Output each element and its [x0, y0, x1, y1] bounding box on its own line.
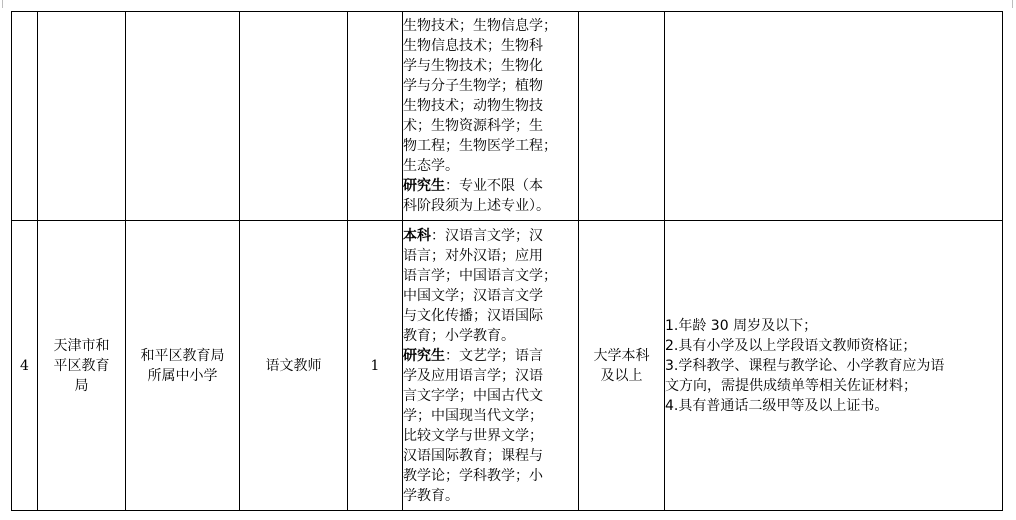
- cell-requirements: [665, 221, 1003, 511]
- recruitment-table: [11, 11, 1003, 511]
- requirement-item: 3.学科教学、课程与教学论、小学教育应为语: [665, 357, 945, 374]
- major-line: 学及应用语言学；汉语: [403, 367, 543, 384]
- cell-count: 1: [348, 221, 403, 511]
- unit-line: 所属中小学: [147, 367, 218, 384]
- cell-education: [579, 221, 665, 511]
- cell-unit: [126, 221, 240, 511]
- major-line: 教育；小学教育。: [403, 327, 515, 344]
- undergrad-text: ：汉语言文学；汉: [431, 227, 543, 244]
- major-line: 语言；对外汉语；应用: [403, 247, 543, 264]
- department-line: 局: [74, 377, 89, 394]
- cell-position-prev: [240, 12, 348, 221]
- major-line: 言文字学；中国古代文: [403, 387, 543, 404]
- table-row-previous: [12, 12, 1003, 221]
- major-line: 比较文学与世界文学；: [403, 427, 543, 444]
- education-line: 大学本科: [593, 347, 650, 364]
- requirement-item: 4.具有普通话二级甲等及以上证书。: [665, 397, 889, 414]
- cell-department: [38, 221, 126, 511]
- undergrad-label: 本科: [403, 227, 431, 244]
- major-line: 学教育。: [403, 487, 459, 504]
- cell-department-prev: [38, 12, 126, 221]
- cell-education-prev: [579, 12, 665, 221]
- cell-requirements-prev: [665, 12, 1003, 221]
- cell-major-prev: [403, 12, 579, 221]
- cell-position: 语文教师: [240, 221, 348, 511]
- requirement-item: 2.具有小学及以上学段语文教师资格证；: [665, 337, 917, 354]
- page-corner-mark-left: [2, 0, 3, 8]
- cell-count-prev: [348, 12, 403, 221]
- major-line: 中国文学；汉语言文学: [403, 287, 543, 304]
- graduate-major-line: 科阶段须为上述专业）。: [403, 198, 550, 214]
- cell-major: [403, 221, 579, 511]
- major-line: 生物信息技术；生物科: [403, 38, 543, 54]
- major-line: 教学论；学科教学；小: [403, 467, 543, 484]
- page-corner-mark-right: [1012, 0, 1013, 8]
- requirement-item: 1.年龄 30 周岁及以下；: [665, 317, 818, 334]
- department-line: 天津市和: [53, 337, 110, 354]
- graduate-major-line: [403, 176, 578, 196]
- major-line: 语言学；中国语言文学；: [403, 267, 557, 284]
- major-line: 与文化传播；汉语国际: [403, 307, 543, 324]
- department-line: 平区教育: [53, 357, 110, 374]
- graduate-text: ：文艺学；语言: [445, 347, 543, 364]
- graduate-text: ：专业不限（本: [445, 178, 543, 194]
- graduate-label: 研究生: [403, 347, 445, 364]
- major-line: 学与生物技术；生物化: [403, 58, 543, 74]
- graduate-label: 研究生: [403, 178, 445, 194]
- unit-line: 和平区教育局: [140, 347, 225, 364]
- major-line: 生态学。: [403, 158, 459, 174]
- cell-index: 4: [12, 221, 38, 511]
- major-line: 学；中国现当代文学；: [403, 407, 543, 424]
- major-line: 物工程；生物医学工程；: [403, 138, 557, 154]
- major-line: 汉语国际教育；课程与: [403, 447, 543, 464]
- table-row-4: [12, 221, 1003, 511]
- education-line: 及以上: [600, 367, 643, 384]
- undergrad-major-line: [403, 226, 578, 246]
- cell-unit-prev: [126, 12, 240, 221]
- major-line: 生物技术；动物生物技: [403, 98, 543, 114]
- cell-index-prev: [12, 12, 38, 221]
- requirement-item: 文方向，需提供成绩单等相关佐证材料；: [665, 377, 917, 394]
- graduate-major-line: [403, 346, 578, 366]
- major-line: 术；生物资源科学；生: [403, 118, 543, 134]
- major-line: 生物技术；生物信息学；: [403, 18, 557, 34]
- major-line: 学与分子生物学；植物: [403, 78, 543, 94]
